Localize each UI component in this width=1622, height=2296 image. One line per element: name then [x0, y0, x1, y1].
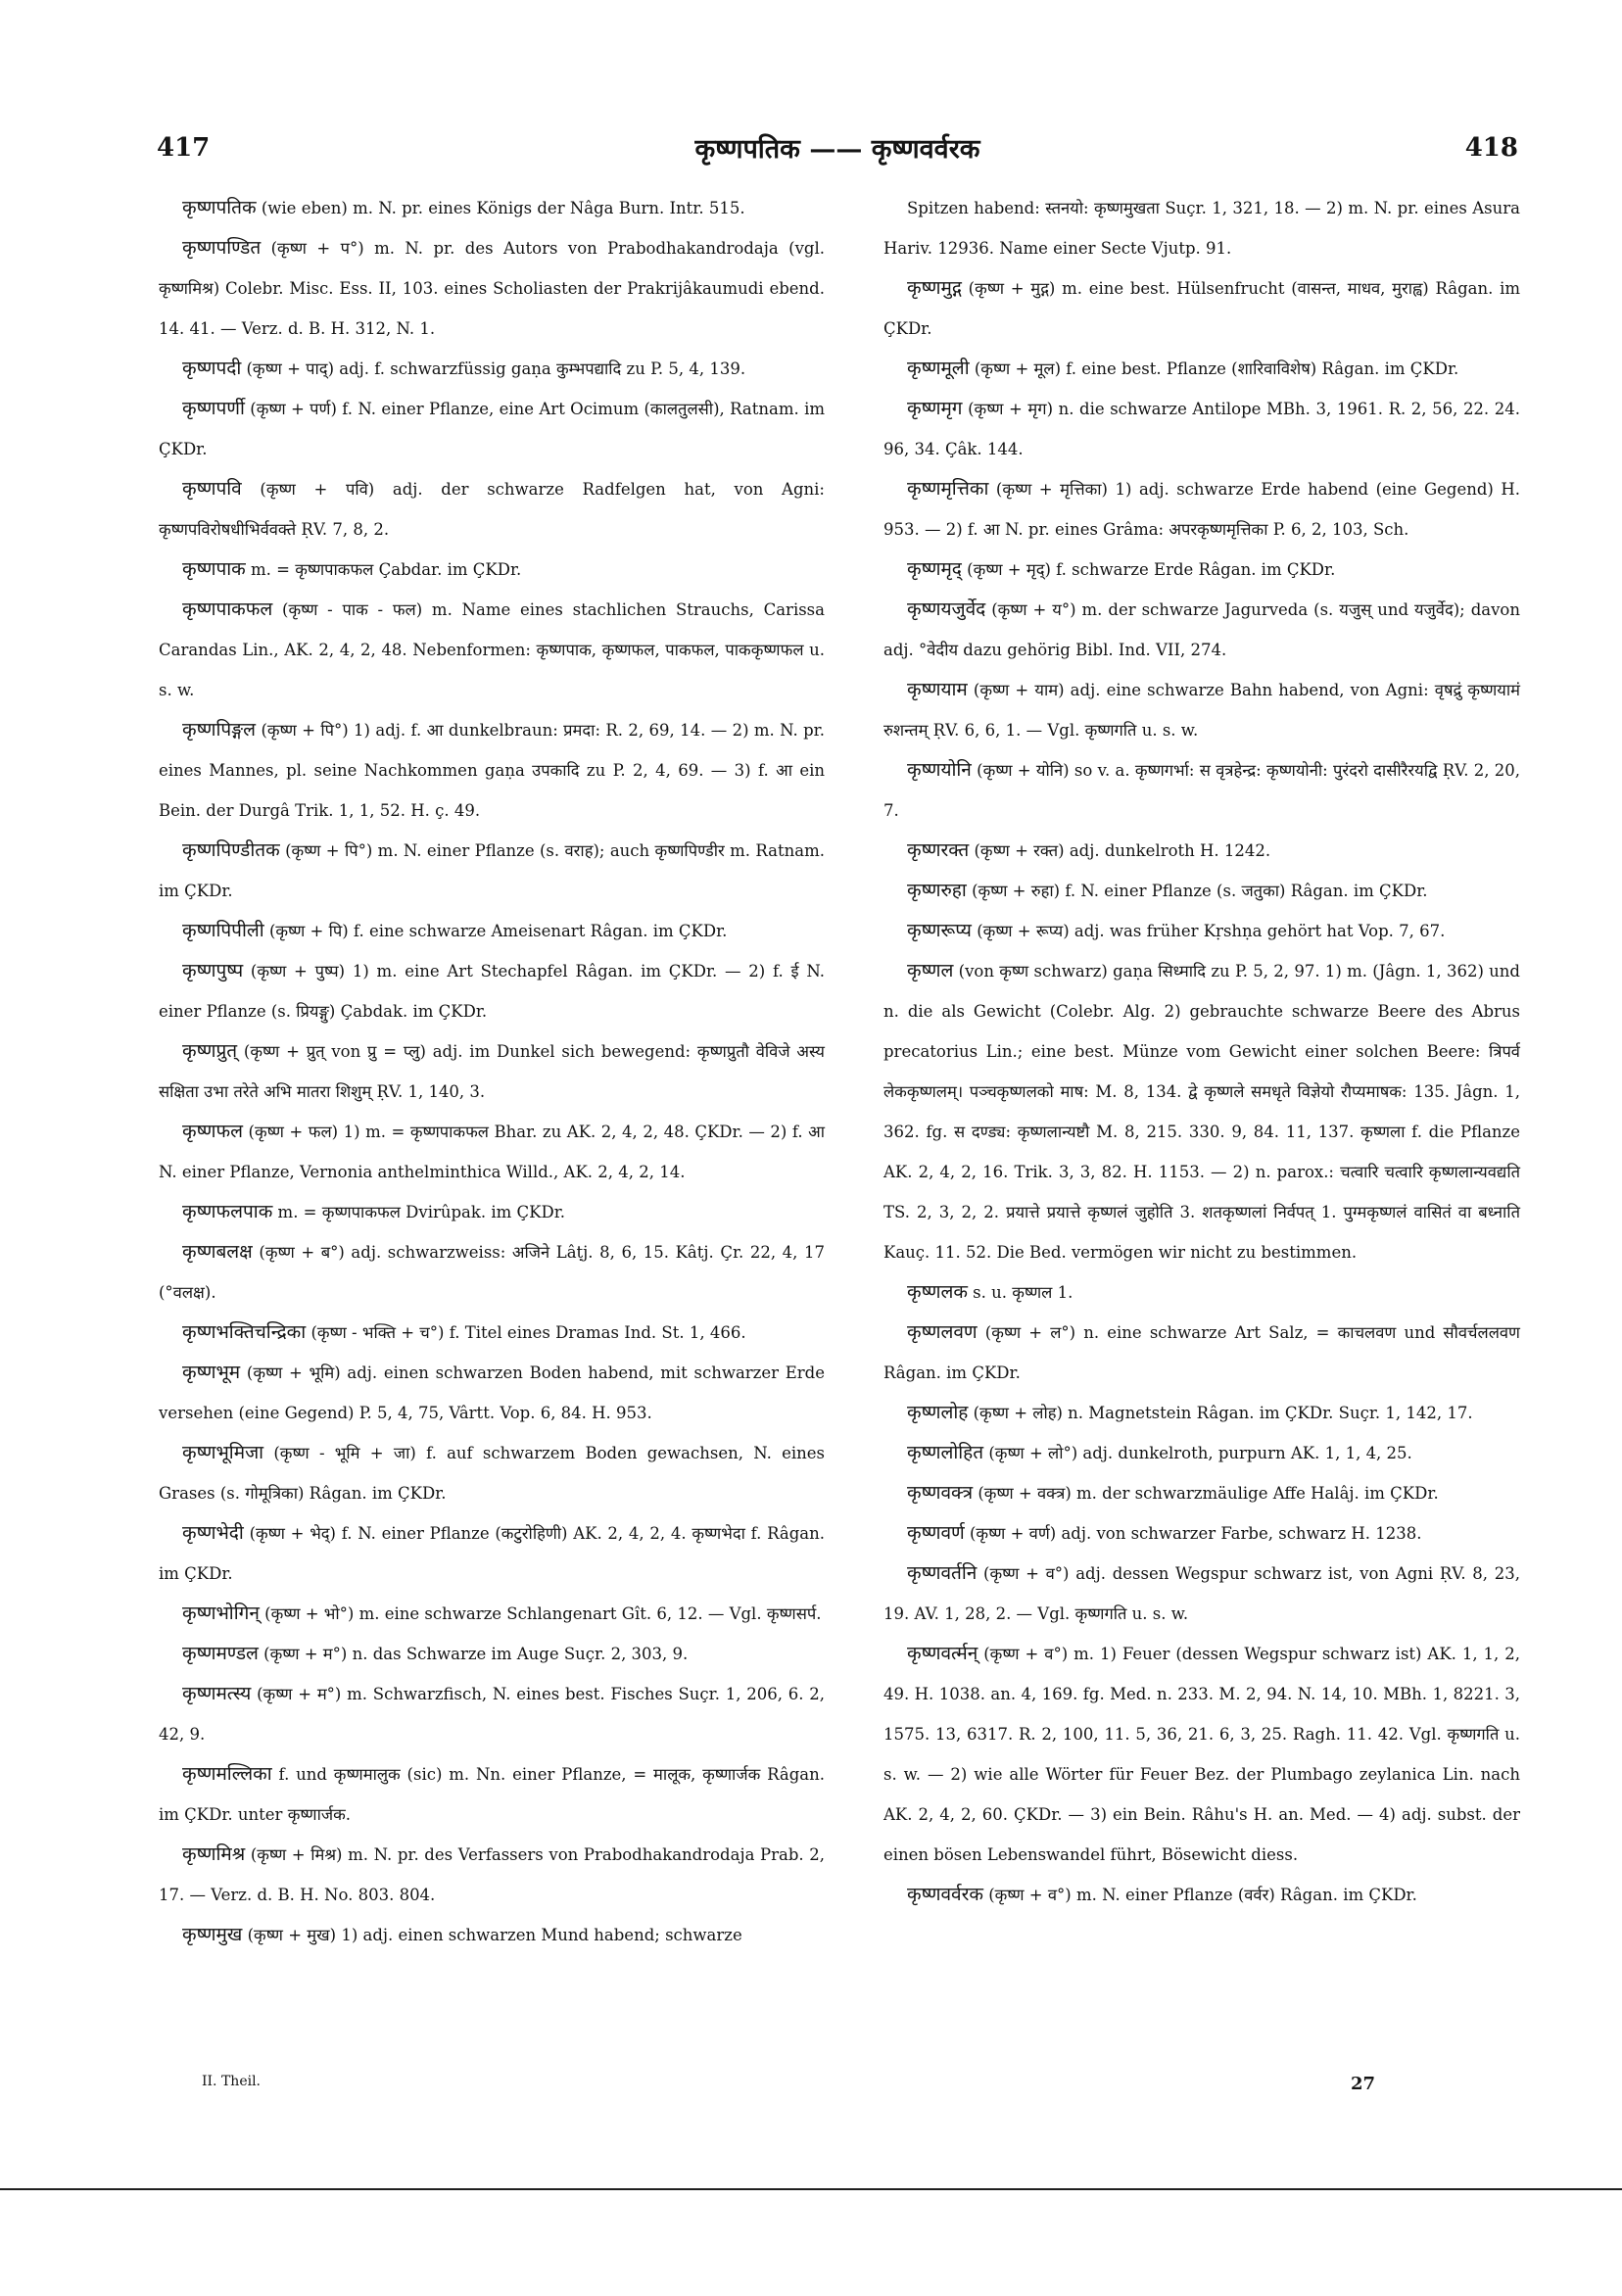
dictionary-entry	[159, 710, 825, 831]
entry-headword: कृष्णभूमिजा	[182, 1442, 264, 1463]
dictionary-entry	[159, 1313, 825, 1353]
entry-headword: कृष्णपवि	[182, 478, 242, 500]
entry-headword: कृष्णमृद्	[907, 558, 962, 580]
dictionary-entry	[159, 1513, 825, 1594]
entry-definition: m. = कृष्णपाकफल Dvirûpak. im ÇKDr.	[277, 1203, 566, 1221]
entry-headword: कृष्णमण्डल	[182, 1643, 259, 1664]
dictionary-entry	[883, 349, 1520, 389]
entry-headword: कृष्णपदी	[182, 358, 242, 379]
entry-definition: (कृष्ण + पि) f. eine schwarze Ameisenart Râgan. im ÇKDr.	[268, 922, 728, 940]
entry-headword: कृष्णभूम	[182, 1362, 241, 1383]
dictionary-entry	[159, 1031, 825, 1112]
dictionary-entry	[159, 1634, 825, 1674]
entry-definition: (कृष्ण + ल°) n. eine schwarze Art Salz, = काचलवण und सौवर्चललवण Râgan. im ÇKDr.	[883, 1323, 1520, 1382]
entry-definition: (कृष्ण + भेद्) f. N. einer Pflanze (कटुरोहिणी) AK. 2, 4, 2, 4. कृष्णभेदा f. Râgan. im ÇKDr.	[159, 1524, 825, 1583]
entry-headword: कृष्णफल	[182, 1121, 243, 1142]
entry-definition: (कृष्ण + वर्ण) adj. von schwarzer Farbe, schwarz H. 1238.	[970, 1524, 1422, 1543]
entry-headword: कृष्णपर्णी	[182, 398, 245, 419]
entry-definition: (wie eben) m. N. pr. eines Königs der Nâga Burn. Intr. 515.	[261, 199, 745, 217]
entry-headword: कृष्णलोह	[907, 1402, 969, 1423]
volume-signature: II. Theil.	[202, 2074, 262, 2089]
dictionary-entry	[883, 188, 1520, 268]
dictionary-entry	[159, 1674, 825, 1754]
dictionary-entry	[883, 1513, 1520, 1554]
entry-headword: कृष्णवर्वरक	[907, 1884, 983, 1905]
entry-definition: (कृष्ण + वक्त्र) m. der schwarzmäulige Affe Halâj. im ÇKDr.	[978, 1484, 1439, 1503]
entry-definition: s. u. कृष्णल 1.	[973, 1283, 1073, 1302]
entry-headword: कृष्णभोगिन्	[182, 1602, 260, 1624]
entry-definition: f. und कृष्णमालुक (sic) m. Nn. einer Pflanze, = मालूक, कृष्णार्जक Râgan. im ÇKDr. unter कृष्णार्जक.	[159, 1765, 825, 1824]
right-column	[883, 188, 1520, 1915]
entry-headword: कृष्णभक्तिचन्द्रिका	[182, 1321, 307, 1343]
entry-definition: (कृष्ण + म°) n. das Schwarze im Auge Suçr. 2, 303, 9.	[263, 1645, 689, 1663]
dictionary-entry	[159, 831, 825, 911]
entry-headword: कृष्णमृग	[907, 398, 963, 419]
entry-headword: कृष्णलवण	[907, 1321, 978, 1343]
entry-headword: कृष्णपाकफल	[182, 598, 273, 620]
entry-definition: (कृष्ण + मृद्) f. schwarze Erde Râgan. im ÇKDr.	[967, 560, 1336, 579]
dictionary-entry	[159, 469, 825, 550]
entry-definition: (कृष्ण + लो°) adj. dunkelroth, purpurn AK. 1, 1, 4, 25.	[988, 1444, 1412, 1462]
entry-definition: (कृष्ण + मूल) f. eine best. Pflanze (शारिवाविशेष) Râgan. im ÇKDr.	[974, 359, 1459, 378]
entry-definition: (कृष्ण + ब°) adj. schwarzweiss: अजिने Lâṭj. 8, 6, 15. Kâtj. Çr. 22, 4, 17 (°वलक्ष).	[159, 1243, 825, 1302]
entry-definition: (कृष्ण + योनि) so v. a. कृष्णगर्भा: स वृत्रहेन्द्र: कृष्णयोनी: पुरंदरो दासीरैरयद्वि ṚV. 2, 20, 7.	[883, 761, 1520, 820]
dictionary-entry	[159, 1835, 825, 1915]
dictionary-entry	[883, 389, 1520, 469]
dictionary-entry	[883, 750, 1520, 831]
dictionary-entry	[159, 550, 825, 590]
entry-definition: (कृष्ण + पवि) adj. der schwarze Radfelgen hat, von Agni: कृष्णपविरोषधीभिर्ववक्ते ṚV. 7, 8, 2.	[159, 480, 825, 539]
entry-headword: कृष्णफलपाक	[182, 1201, 273, 1222]
dictionary-entry	[159, 188, 825, 228]
entry-definition: (कृष्ण + व°) m. N. einer Pflanze (वर्वर) Râgan. im ÇKDr.	[988, 1886, 1417, 1904]
dictionary-entry	[883, 871, 1520, 911]
dictionary-entry	[159, 1112, 825, 1192]
entry-definition: (कृष्ण + व°) adj. dessen Wegspur schwarz ist, von Agni ṚV. 8, 23, 19. AV. 1, 28, 2. — Vgl. कृष्णगति u. s. w.	[883, 1564, 1520, 1623]
entry-definition: (कृष्ण + मुद्ग) m. eine best. Hülsenfrucht (वासन्त, माधव, मुराह्व) Râgan. im ÇKDr.	[883, 279, 1520, 338]
entry-headword: कृष्णयजुर्वेद	[907, 598, 986, 620]
dictionary-entry	[159, 911, 825, 951]
dictionary-entry	[883, 1393, 1520, 1433]
entry-definition: (कृष्ण + पि°) m. N. einer Pflanze (s. वराह); auch कृष्णपिण्डीर m. Ratnam. im ÇKDr.	[159, 841, 826, 900]
dictionary-entry	[883, 1634, 1520, 1875]
dictionary-entry	[883, 550, 1520, 590]
sheet-number: 27	[1351, 2074, 1376, 2094]
entry-definition: (कृष्ण + व°) m. 1) Feuer (dessen Wegspur schwarz ist) AK. 1, 1, 2, 49. H. 1038. an. 4, 169. fg. Med. n. 233. M. 2, 94. N. 14, 10. MBh. 1, 8221. 3, 1575. 13, 6317. R. 2, 100, 11. 5, 36, 21. 6, 3, 25. Ragh. 11. 42. Vgl. कृष्णगति u. s. w. — 2) wie alle Wörter für Feuer Bez. der Plumbago zeylanica Lin. nach AK. 2, 4, 2, 60. ÇKDr. — 3) ein Bein. Râhu's H. an. Med. — 4) adj. subst. der einen bösen Lebenswandel führt, Bösewicht diess.	[883, 1645, 1520, 1864]
entry-definition: (कृष्ण + मृत्तिका) 1) adj. schwarze Erde habend (eine Gegend) H. 953. — 2) f. आ N. pr. eines Grâma: अपरकृष्णमृत्तिका P. 6, 2, 103, Sch.	[883, 480, 1521, 539]
entry-definition: (कृष्ण + लोह) n. Magnetstein Râgan. im ÇKDr. Suçr. 1, 142, 17.	[973, 1404, 1473, 1422]
entry-definition: (कृष्ण + रुहा) f. N. einer Pflanze (s. जतुका) Râgan. im ÇKDr.	[972, 882, 1428, 900]
entry-headword: कृष्णवर्त्मन्	[907, 1643, 978, 1664]
dictionary-entry	[159, 1433, 825, 1513]
entry-headword: कृष्णयाम	[907, 679, 968, 700]
entry-definition: (कृष्ण - भक्ति + च°) f. Titel eines Dramas Ind. St. 1, 466.	[310, 1323, 746, 1342]
entry-headword: कृष्णप्रुत्	[182, 1040, 238, 1062]
entry-headword: कृष्णवक्त्र	[907, 1482, 974, 1504]
entry-definition: (कृष्ण - पाक - फल) m. Name eines stachlichen Strauchs, Carissa Carandas Lin., AK. 2, 4, 2, 48. Nebenformen: कृष्णपाक, कृष्णफल, पाकफल, पाककृष्णफल u. s. w.	[159, 600, 825, 699]
entry-definition: (von कृष्ण schwarz) gaṇa सिध्मादि zu P. 5, 2, 97. 1) m. (Jâgn. 1, 362) und n. die als Gewicht (Colebr. Alg. 2) gebrauchte schwarze Beere des Abrus precatorius Lin.; eine best. Münze vom Gewicht einer solchen Beere: त्रिपर्व लेककृष्णलम्। पञ्चकृष्णलको माष: M. 8, 134. द्वे कृष्णले समधृते विज्ञेयो रौप्यमाषक: 135. Jâgn. 1, 362. fg. स दण्ड्य: कृष्णलान्यष्टौ M. 8, 215. 330. 9, 84. 11, 137. कृष्णला f. die Pflanze AK. 2, 4, 2, 16. Trik. 3, 3, 82. H. 1153. — 2) n. parox.: चत्वारि चत्वारि कृष्णलान्यवद्यति TS. 2, 3, 2, 2. प्रयात्ते प्रयात्ते कृष्णलं जुहोति 3. शतकृष्णलां निर्वपत् 1. पुग्मकृष्णलं वासितं वा बध्नाति Kauç. 11. 52. Die Bed. vermögen wir nicht zu bestimmen.	[883, 962, 1520, 1262]
entry-definition: (कृष्ण + मृग) n. die schwarze Antilope MBh. 3, 1961. R. 2, 56, 22. 24. 96, 34. Çâk. 144.	[883, 400, 1520, 458]
entry-definition: (कृष्ण + य°) m. der schwarze Jagurveda (s. यजुस् und यजुर्वेद); davon adj. °वेदीय dazu gehörig Bibl. Ind. VII, 274.	[883, 600, 1520, 659]
dictionary-entry	[883, 1875, 1520, 1915]
entry-headword: कृष्णरक्त	[907, 839, 970, 861]
entry-definition: (कृष्ण + मुख) 1) adj. einen schwarzen Mund habend; schwarze	[247, 1926, 742, 1944]
dictionary-entry	[159, 590, 825, 710]
dictionary-entry	[883, 469, 1520, 550]
dictionary-entry	[883, 590, 1520, 670]
dictionary-entry	[159, 228, 825, 349]
entry-headword: कृष्णलोहित	[907, 1442, 984, 1463]
entry-headword: कृष्णपिङ्गल	[182, 719, 257, 741]
page-number-right: 418	[1464, 133, 1518, 163]
entry-headword: कृष्णल	[907, 960, 954, 981]
dictionary-entry	[883, 831, 1520, 871]
dictionary-entry	[883, 1433, 1520, 1473]
entry-headword: कृष्णपिपीली	[182, 920, 264, 941]
dictionary-entry	[159, 1192, 825, 1232]
entry-headword: कृष्णलक	[907, 1281, 968, 1303]
dictionary-entry	[159, 389, 825, 469]
entry-definition: (कृष्ण + भूमि) adj. einen schwarzen Boden habend, mit schwarzer Erde versehen (eine Gegend) P. 5, 4, 75, Vârtt. Vop. 6, 84. H. 953.	[159, 1363, 825, 1422]
page-header	[157, 133, 1518, 172]
bottom-rule	[0, 2188, 1622, 2190]
dictionary-entry	[883, 1313, 1520, 1393]
entry-headword: कृष्णबलक्ष	[182, 1241, 253, 1263]
dictionary-entry	[883, 911, 1520, 951]
entry-definition: (कृष्ण + रूप्य) adj. was früher Kṛshṇa gehört hat Vop. 7, 67.	[977, 922, 1446, 940]
dictionary-entry	[159, 1915, 825, 1955]
entry-headword: कृष्णयोनि	[907, 759, 972, 781]
entry-definition: Spitzen habend: स्तनयो: कृष्णमुखता Suçr. 1, 321, 18. — 2) m. N. pr. eines Asura Hariv. 12936. Name einer Secte Vjutp. 91.	[883, 199, 1520, 258]
entry-headword: कृष्णवर्तनि	[907, 1562, 978, 1584]
entry-definition: (कृष्ण + प°) m. N. pr. des Autors von Prabodhakandrodaja (vgl. कृष्णमिश्र) Colebr. Misc. Ess. II, 103. eines Scholiasten der Prakrijâkaumudi ebend. 14. 41. — Verz. d. B. H. 312, N. 1.	[159, 239, 825, 338]
entry-definition: (कृष्ण + प्रुत् von प्रु = प्लु) adj. im Dunkel sich bewegend: कृष्णप्रुतौ वेविजे अस्य सक्षिता उभा तरेते अभि मातरा शिशुम् ṚV. 1, 140, 3.	[159, 1042, 826, 1101]
dictionary-entry	[883, 268, 1520, 349]
dictionary-entry	[159, 1232, 825, 1313]
entry-headword: कृष्णमत्स्य	[182, 1683, 252, 1704]
entry-headword: कृष्णमूली	[907, 358, 970, 379]
dictionary-entry	[159, 1353, 825, 1433]
entry-headword: कृष्णपण्डित	[182, 237, 262, 259]
entry-headword: कृष्णमल्लिका	[182, 1763, 272, 1785]
dictionary-entry	[883, 951, 1520, 1272]
entry-headword: कृष्णमुद्ग	[907, 277, 962, 299]
entry-definition: (कृष्ण + पाद्) adj. f. schwarzfüssig gaṇa कुम्भपद्यादि zu P. 5, 4, 139.	[246, 359, 746, 378]
entry-headword: कृष्णपतिक	[182, 197, 257, 218]
entry-headword: कृष्णमृत्तिका	[907, 478, 989, 500]
left-column	[159, 188, 825, 1955]
entry-definition: (कृष्ण + भो°) m. eine schwarze Schlangenart Gît. 6, 12. — Vgl. कृष्णसर्प.	[264, 1604, 822, 1623]
dictionary-entry	[159, 1594, 825, 1634]
dictionary-entry	[883, 670, 1520, 750]
entry-definition: (कृष्ण + मिश्र) m. N. pr. des Verfassers von Prabodhakandrodaja Prab. 2, 17. — Verz. d. B. H. No. 803. 804.	[159, 1845, 826, 1904]
entry-definition: (कृष्ण + पुष्प) 1) m. eine Art Stechapfel Râgan. im ÇKDr. — 2) f. ई N. einer Pflanze (s. प्रियङ्गु) Çabdak. im ÇKDr.	[159, 962, 825, 1021]
entry-headword: कृष्णपुष्प	[182, 960, 244, 981]
entry-headword: कृष्णमुख	[182, 1924, 243, 1945]
dictionary-entry	[883, 1554, 1520, 1634]
entry-headword: कृष्णरूप्य	[907, 920, 972, 941]
entry-definition: (कृष्ण + पि°) 1) adj. f. आ dunkelbraun: प्रमदा: R. 2, 69, 14. — 2) m. N. pr. eines Mannes, pl. seine Nachkommen gaṇa उपकादि zu P. 2, 4, 69. — 3) f. आ ein Bein. der Durgâ Trik. 1, 1, 52. H. ç. 49.	[159, 721, 826, 820]
entry-headword: कृष्णपिण्डीतक	[182, 839, 280, 861]
entry-headword: कृष्णवर्ण	[907, 1522, 965, 1544]
page-number-left: 417	[157, 133, 211, 163]
entry-definition: (कृष्ण + पर्ण) f. N. einer Pflanze, eine Art Ocimum (कालतुलसी), Ratnam. im ÇKDr.	[159, 400, 825, 458]
entry-definition: (कृष्ण + फल) 1) m. = कृष्णपाकफल Bhar. zu AK. 2, 4, 2, 48. ÇKDr. — 2) f. आ N. einer Pflanze, Vernonia anthelminthica Willd., AK. 2, 4, 2, 14.	[159, 1123, 826, 1181]
dictionary-entry	[883, 1272, 1520, 1313]
dictionary-entry	[159, 951, 825, 1031]
entry-definition: (कृष्ण + म°) m. Schwarzfisch, N. eines best. Fisches Suçr. 1, 206, 6. 2, 42, 9.	[159, 1685, 825, 1744]
entry-headword: कृष्णपाक	[182, 558, 246, 580]
dictionary-entry	[883, 1473, 1520, 1513]
entry-headword: कृष्णमिश्र	[182, 1843, 246, 1865]
entry-definition: (कृष्ण - भूमि + जा) f. auf schwarzem Boden gewachsen, N. eines Grases (s. गोमूत्रिका) Râgan. im ÇKDr.	[159, 1444, 826, 1503]
entry-definition: (कृष्ण + याम) adj. eine schwarze Bahn habend, von Agni: वृषद्रुं कृष्णयामं रुशन्तम् ṚV. 6, 6, 1. — Vgl. कृष्णगति u. s. w.	[883, 681, 1521, 740]
dictionary-entry	[159, 1754, 825, 1835]
entry-headword: कृष्णभेदी	[182, 1522, 244, 1544]
dictionary-entry	[159, 349, 825, 389]
running-title: कृष्णपतिक —— कृष्णवर्वरक	[694, 134, 980, 165]
entry-headword: कृष्णरुहा	[907, 880, 967, 901]
entry-definition: (कृष्ण + रक्त) adj. dunkelroth H. 1242.	[974, 841, 1271, 860]
entry-definition: m. = कृष्णपाकफल Çabdar. im ÇKDr.	[251, 560, 522, 579]
